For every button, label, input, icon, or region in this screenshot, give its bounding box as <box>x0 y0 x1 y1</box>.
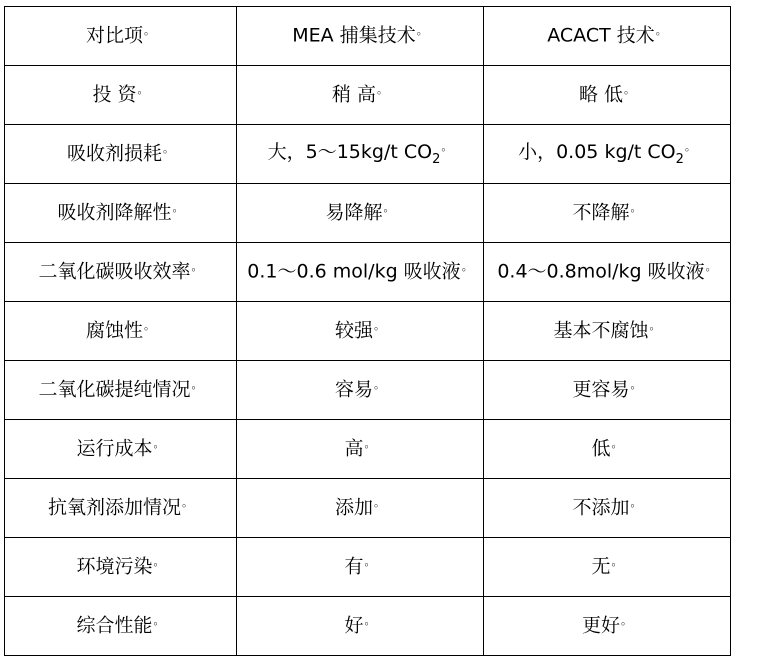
proofreading-mark: 。 <box>163 141 174 155</box>
proofreading-mark: 。 <box>684 140 696 154</box>
table-row <box>5 597 731 656</box>
row-item-label: 吸收剂降解性 <box>57 201 172 224</box>
row-acact-cell <box>484 361 731 420</box>
proofreading-mark: 。 <box>374 377 385 391</box>
proofreading-mark: 。 <box>144 318 155 332</box>
row-mea-value: 好 <box>344 614 364 637</box>
table-header-row <box>5 7 731 66</box>
proofreading-mark: 。 <box>137 82 149 96</box>
row-item-cell <box>5 361 237 420</box>
proofreading-mark: 。 <box>630 200 642 214</box>
row-acact-value: 低 <box>591 437 611 460</box>
row-acact-value: 小，0.05 kg/t $CO_2$ <box>518 140 684 167</box>
row-item-label: 腐蚀性 <box>85 319 143 342</box>
proofreading-mark: 。 <box>153 436 165 450</box>
row-item-cell <box>5 538 237 597</box>
row-item-label: 运行成本 <box>76 437 153 460</box>
table-row <box>5 302 731 361</box>
proofreading-mark: 。 <box>364 613 376 627</box>
table-row <box>5 243 731 302</box>
proofreading-mark: 。 <box>182 495 193 509</box>
document-page <box>0 6 764 637</box>
row-item-label: 抗氧剂添加情况 <box>47 496 181 519</box>
row-acact-value: 无 <box>591 555 611 578</box>
row-item-label: 二氧化碳提纯情况 <box>38 378 191 401</box>
row-acact-value: 不添加 <box>572 496 630 519</box>
row-acact-value: 更好 <box>581 614 620 637</box>
row-mea-value: 大，5～15kg/t $CO_2$ <box>267 140 441 167</box>
row-item-cell <box>5 479 237 538</box>
row-acact-cell <box>484 243 731 302</box>
row-mea-value: 容易 <box>334 378 373 401</box>
row-mea-cell <box>237 302 484 361</box>
header-item-label: 对比项 <box>85 24 143 47</box>
proofreading-mark: 。 <box>383 200 395 214</box>
row-acact-value: 略 低 <box>578 83 624 106</box>
row-acact-cell <box>484 184 731 243</box>
table-row <box>5 66 731 125</box>
row-mea-value: 易降解 <box>325 201 383 224</box>
row-item-cell <box>5 125 237 184</box>
row-item-label: 环境污染 <box>76 555 153 578</box>
row-acact-cell <box>484 597 731 656</box>
header-cell-item <box>5 7 237 66</box>
proofreading-mark: 。 <box>649 318 661 332</box>
row-acact-cell <box>484 538 731 597</box>
header-acact-label: ACACT 技术 <box>547 24 655 47</box>
row-mea-cell <box>237 243 484 302</box>
table-row <box>5 184 731 243</box>
row-item-cell <box>5 243 237 302</box>
row-item-label: 吸收剂损耗 <box>66 142 162 165</box>
proofreading-mark: 。 <box>191 259 203 273</box>
row-item-cell <box>5 302 237 361</box>
table-row <box>5 479 731 538</box>
proofreading-mark: 。 <box>630 377 642 391</box>
comparison-table <box>4 6 731 656</box>
row-mea-cell <box>237 597 484 656</box>
proofreading-mark: 。 <box>191 377 203 391</box>
row-mea-cell <box>237 538 484 597</box>
proofreading-mark: 。 <box>621 613 632 627</box>
proofreading-mark: 。 <box>144 23 155 37</box>
row-item-cell <box>5 66 237 125</box>
proofreading-mark: 。 <box>655 23 667 37</box>
row-item-label: 二氧化碳吸收效率 <box>38 260 191 283</box>
row-acact-cell <box>484 479 731 538</box>
header-cell-mea <box>237 7 484 66</box>
header-cell-acact <box>484 7 731 66</box>
row-item-cell <box>5 597 237 656</box>
row-mea-value: 较强 <box>334 319 373 342</box>
row-acact-value: 0.4～0.8mol/kg 吸收液 <box>497 260 705 283</box>
row-item-label: 综合性能 <box>76 614 153 637</box>
proofreading-mark: 。 <box>416 23 428 37</box>
table-row <box>5 538 731 597</box>
row-item-cell <box>5 420 237 479</box>
proofreading-mark: 。 <box>611 436 623 450</box>
row-acact-cell <box>484 302 731 361</box>
proofreading-mark: 。 <box>172 200 184 214</box>
proofreading-mark: 。 <box>374 318 385 332</box>
row-mea-cell <box>237 361 484 420</box>
row-item-label: 投 资 <box>92 83 137 106</box>
row-acact-cell <box>484 66 731 125</box>
row-mea-cell <box>237 420 484 479</box>
proofreading-mark: 。 <box>364 554 376 568</box>
proofreading-mark: 。 <box>441 140 453 154</box>
row-mea-value: 0.1～0.6 mol/kg 吸收液 <box>247 260 461 283</box>
proofreading-mark: 。 <box>153 554 165 568</box>
row-acact-value: 不降解 <box>572 201 630 224</box>
row-mea-cell <box>237 66 484 125</box>
table-row <box>5 420 731 479</box>
proofreading-mark: 。 <box>153 613 165 627</box>
proofreading-mark: 。 <box>364 436 376 450</box>
row-mea-value: 高 <box>344 437 364 460</box>
row-item-cell <box>5 184 237 243</box>
proofreading-mark: 。 <box>705 259 717 273</box>
row-acact-value: 更容易 <box>572 378 630 401</box>
row-mea-cell <box>237 184 484 243</box>
header-mea-label: MEA 捕集技术 <box>292 24 416 47</box>
row-acact-cell <box>484 420 731 479</box>
proofreading-mark: 。 <box>461 259 473 273</box>
proofreading-mark: 。 <box>611 554 623 568</box>
table-row <box>5 125 731 184</box>
proofreading-mark: 。 <box>630 495 642 509</box>
row-mea-value: 添加 <box>334 496 373 519</box>
row-mea-value: 稍 高 <box>331 83 377 106</box>
row-mea-cell <box>237 479 484 538</box>
proofreading-mark: 。 <box>374 495 385 509</box>
table-row <box>5 361 731 420</box>
row-mea-cell <box>237 125 484 184</box>
row-mea-value: 有 <box>344 555 364 578</box>
proofreading-mark: 。 <box>624 82 636 96</box>
row-acact-cell <box>484 125 731 184</box>
row-acact-value: 基本不腐蚀 <box>553 319 649 342</box>
proofreading-mark: 。 <box>377 82 389 96</box>
